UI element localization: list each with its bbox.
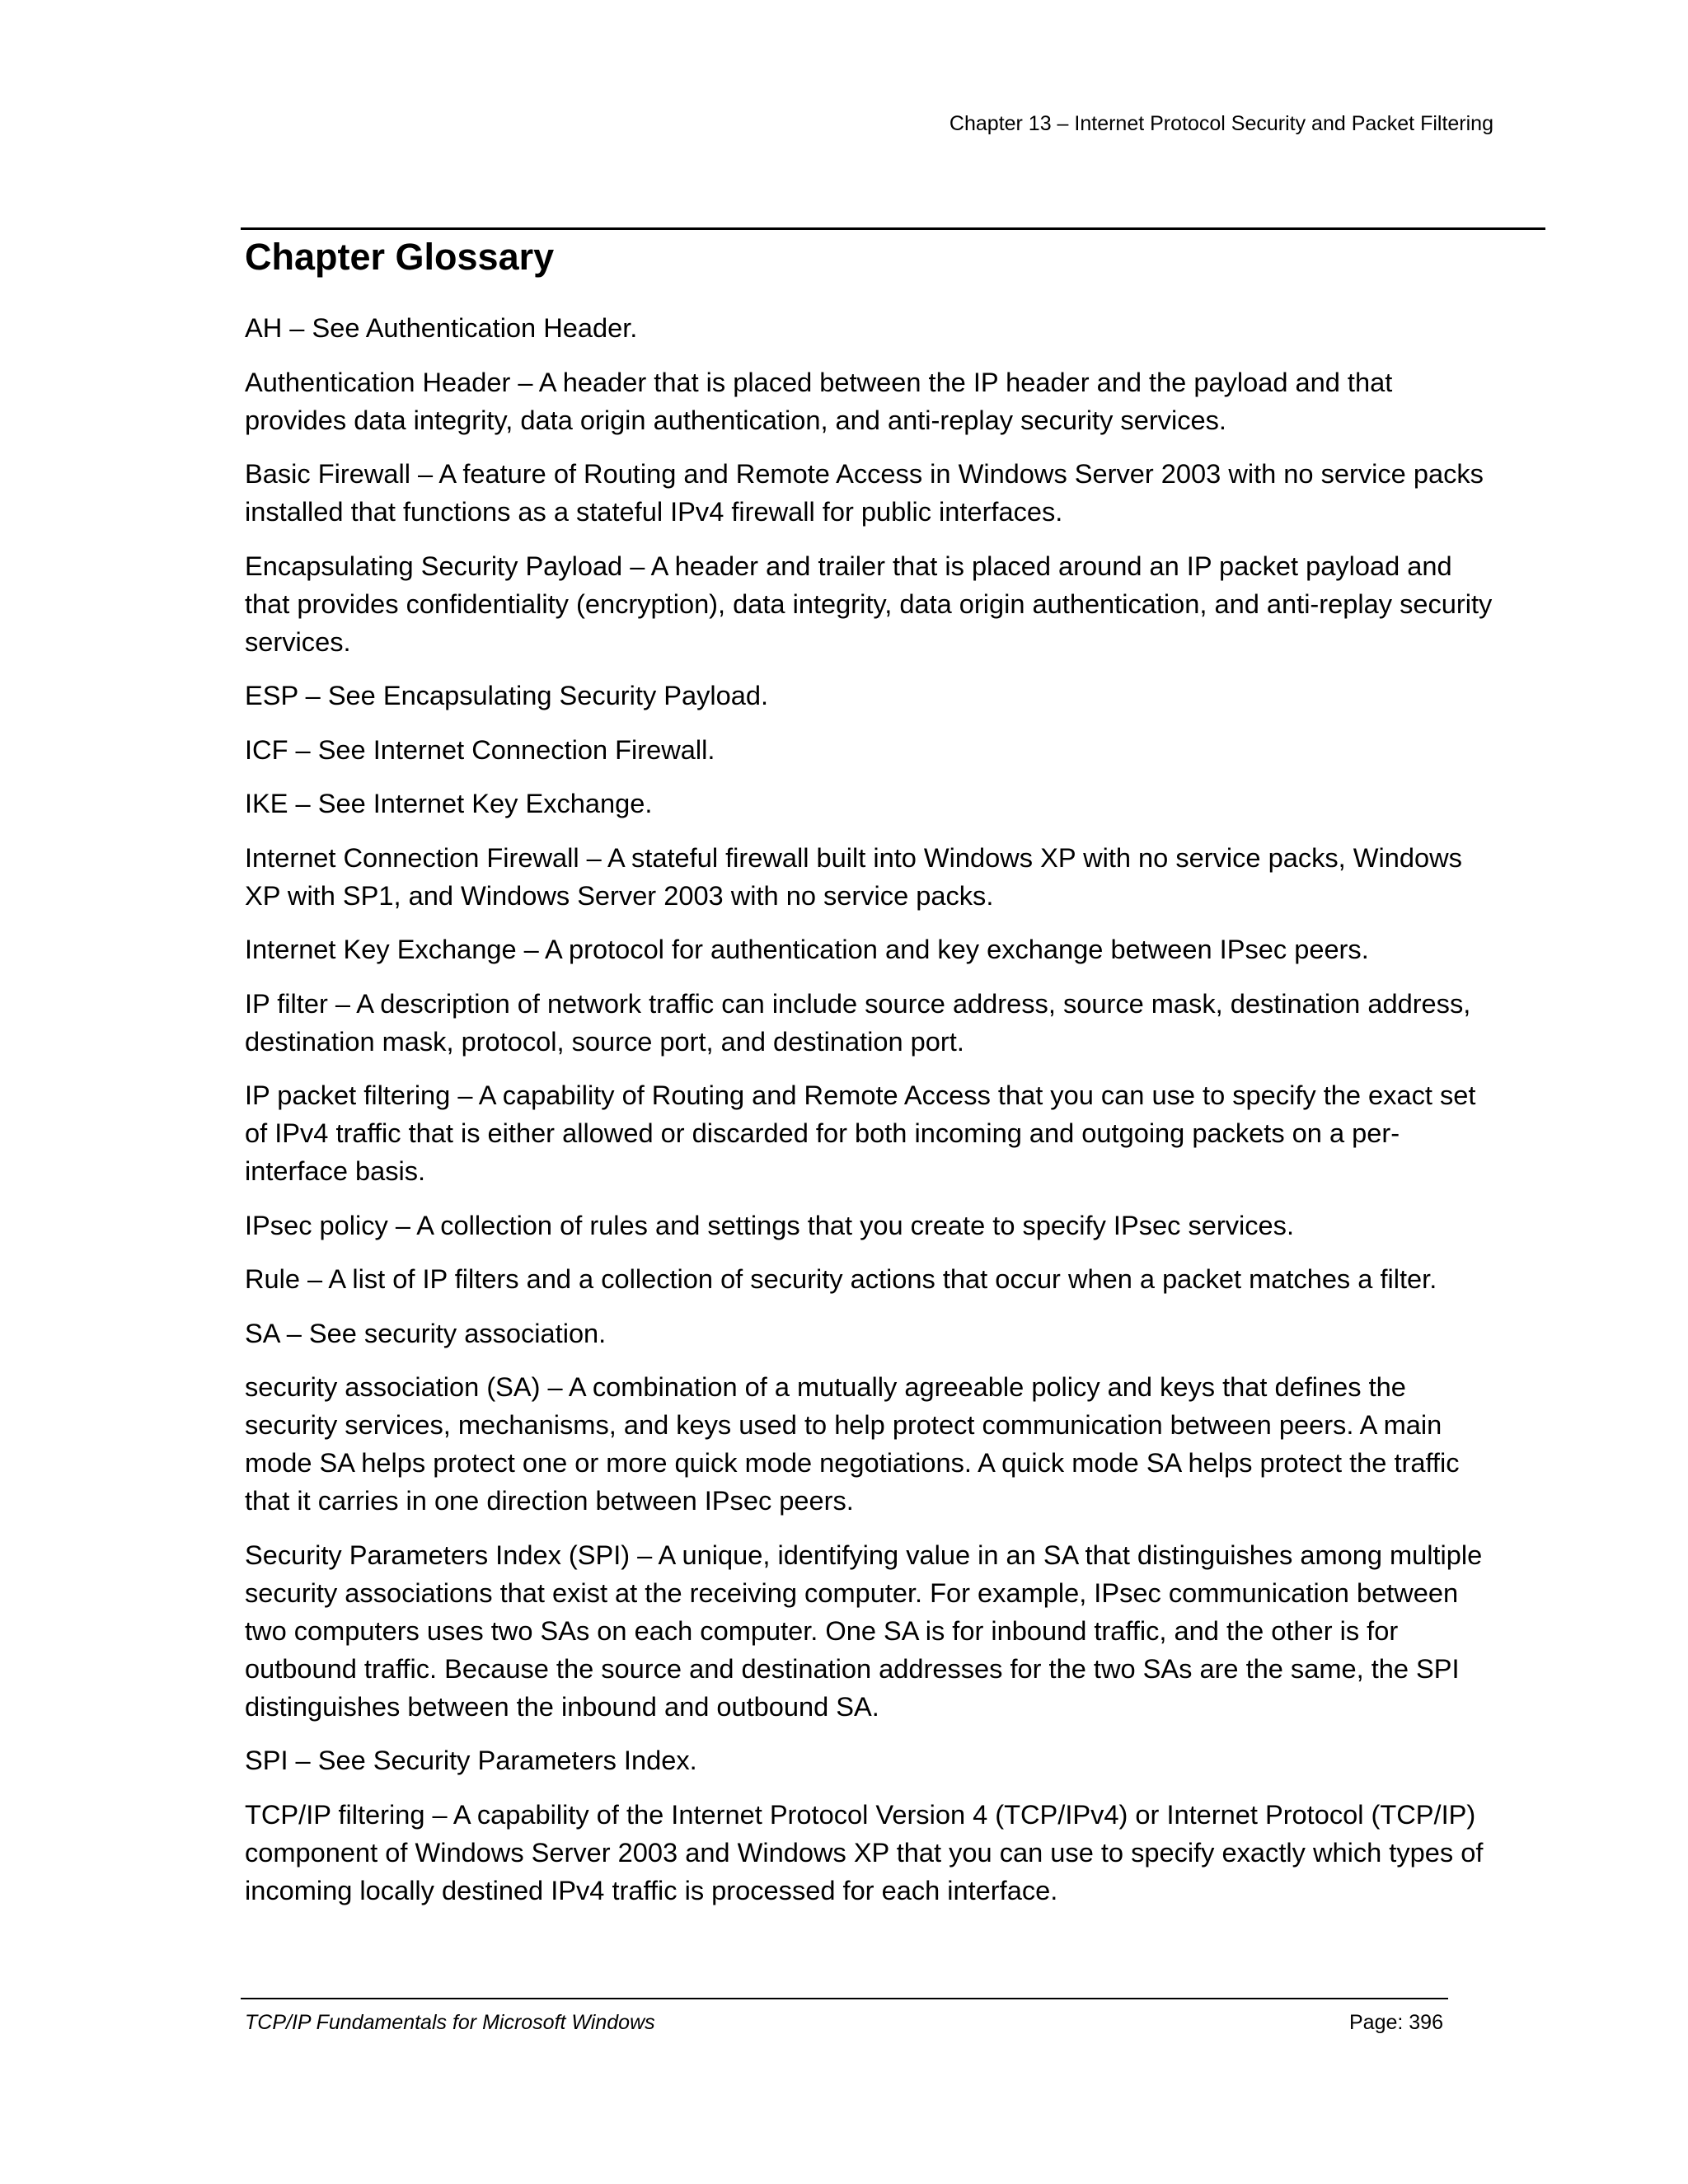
glossary-entry-spi: SPI – See Security Parameters Index. [245,1745,697,1775]
glossary-list [245,309,1498,1925]
glossary-entry-ike: IKE – See Internet Key Exchange. [245,788,653,818]
glossary-entry-internet-connection-firewall: Internet Connection Firewall – A stateful firewall built into Windows XP with no service packs, Windows XP with SP1, and Windows Server 2003 with no service packs. [245,841,1462,911]
glossary-entry-ipsec-policy: IPsec policy – A collection of rules and settings that you create to specify IPsec services. [245,1209,1294,1240]
footer-divider [241,1998,1448,1999]
glossary-entry-ip-filter: IP filter – A description of network traffic can include source address, source mask, destination address, destination mask, protocol, source port, and destination port. [245,987,1471,1057]
page-title: Chapter Glossary [245,236,555,278]
glossary-entry-basic-firewall: Basic Firewall – A feature of Routing and Remote Access in Windows Server 2003 with no service packs installed that functions as a stateful IPv4 firewall for public interfaces. [245,458,1484,527]
footer-page-number: Page: 396 [1349,2011,1443,2034]
running-header: Chapter 13 – Internet Protocol Security and Packet Filtering [949,112,1493,135]
glossary-entry-ip-packet-filtering: IP packet filtering – A capability of Routing and Remote Access that you can use to specify the exact set of IPv4 traffic that is either allowed or discarded for both incoming and outgoing packets on a per-interface basis. [245,1080,1476,1186]
glossary-entry-rule: Rule – A list of IP filters and a collection of security actions that occur when a packet matches a filter. [245,1263,1437,1294]
glossary-entry-sa: SA – See security association. [245,1317,607,1348]
glossary-entry-security-parameters-index: Security Parameters Index (SPI) – A unique, identifying value in an SA that distinguishes among multiple security associations that exist at the receiving computer. For example, IPsec communication between two computers uses two SAs on each computer. One SA is for inbound traffic, and the other is for outbound traffic. Because the source and destination addresses for the two SAs are the same, the SPI distinguishes between the inbound and outbound SA. [245,1539,1483,1722]
glossary-entry-encapsulating-security-payload: Encapsulating Security Payload – A header and trailer that is placed around an IP packet payload and that provides confidentiality (encryption), data integrity, data origin authentication, and anti-replay security services. [245,550,1493,657]
glossary-entry-authentication-header: Authentication Header – A header that is placed between the IP header and the payload and that provides data integrity, data origin authentication, and anti-replay security services. [245,366,1393,435]
glossary-entry-tcpip-filtering: TCP/IP filtering – A capability of the Internet Protocol Version 4 (TCP/IPv4) or Internet Protocol (TCP/IP) component of Windows Server 2003 and Windows XP that you can use to specify exactly which types of incoming locally destined IPv4 traffic is processed for each interface. [245,1798,1484,1905]
footer-book-title: TCP/IP Fundamentals for Microsoft Windows [245,2011,655,2034]
glossary-entry-esp: ESP – See Encapsulating Security Payload. [245,680,769,710]
glossary-entry-icf: ICF – See Internet Connection Firewall. [245,733,715,765]
glossary-entry-security-association: security association (SA) – A combination of a mutually agreeable policy and keys that defines the security services, mechanisms, and keys used to help protect communication between peers. A main mode SA helps protect one or more quick mode negotiations. A quick mode SA helps protect the traffic that it carries in one direction between IPsec peers. [245,1371,1460,1516]
header-divider [241,227,1545,230]
glossary-entry-internet-key-exchange: Internet Key Exchange – A protocol for authentication and key exchange between IPsec peers. [245,934,1369,964]
glossary-entry-ah: AH – See Authentication Header. [245,312,638,343]
